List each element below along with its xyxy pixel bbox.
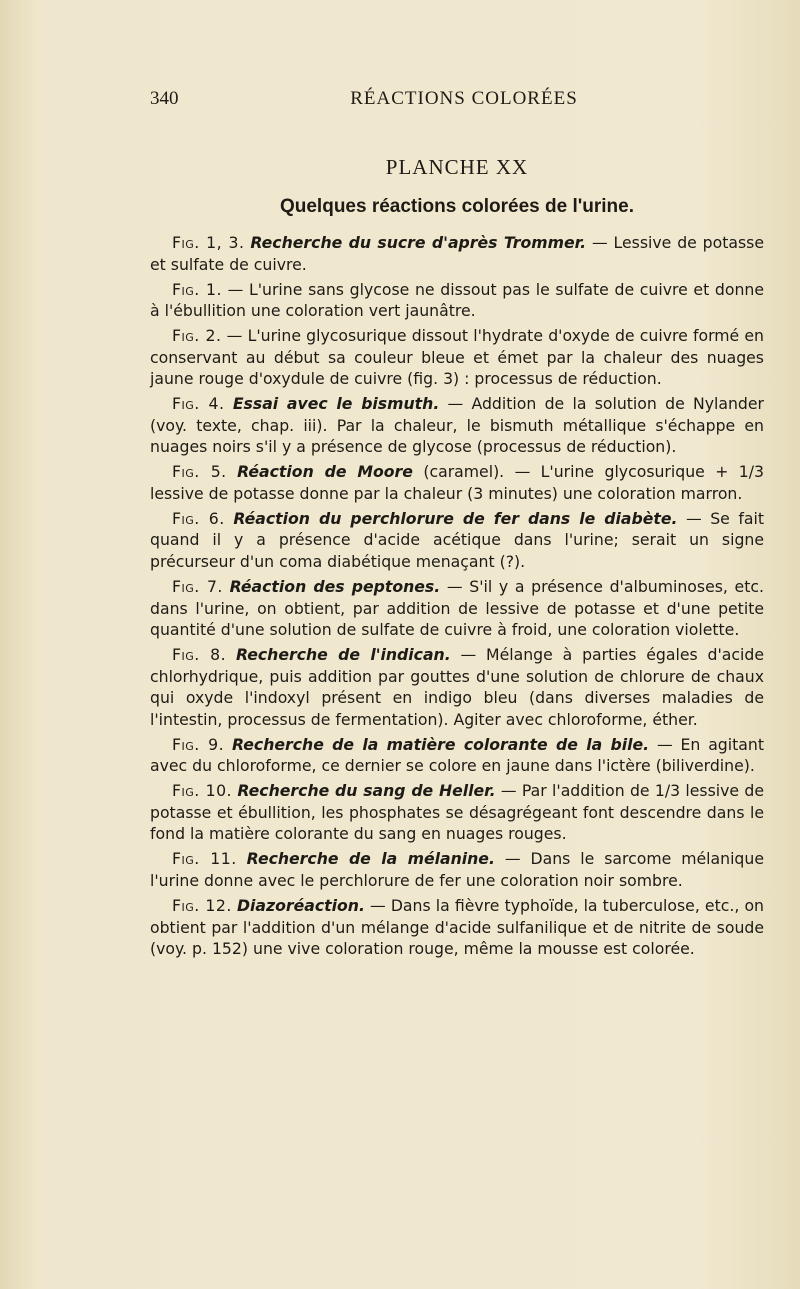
running-title: RÉACTIONS COLORÉES bbox=[350, 88, 578, 109]
figure-entry bbox=[150, 279, 764, 322]
plate-subtitle: Quelques réactions colorées de l'urine. bbox=[279, 196, 635, 217]
figure-label: Fig. 10. bbox=[172, 781, 233, 801]
figure-label: Fig. 2. bbox=[172, 326, 222, 346]
figure-label: Fig. 6. bbox=[172, 508, 225, 528]
figure-label: Fig. 1. bbox=[172, 279, 222, 299]
figure-entry bbox=[150, 325, 764, 390]
figure-entry bbox=[150, 461, 764, 504]
figure-label: Fig. 11. bbox=[172, 849, 237, 869]
figure-entry bbox=[150, 644, 764, 730]
figure-title: Recherche du sucre d'après Trommer. bbox=[250, 233, 587, 252]
figure-title: Réaction des peptones. bbox=[229, 577, 441, 597]
figure-description: — Par l'addition de 1/3 lessive de potasse et ébullition, les phosphates se désagrégeant font descendre dans le fond la matière colorante du sang en nuages rouges. bbox=[150, 781, 764, 844]
figure-label: Fig. 12. bbox=[172, 896, 232, 916]
figure-title: Recherche de l'indican. bbox=[235, 645, 451, 665]
running-head bbox=[150, 88, 764, 112]
figure-legend-list bbox=[150, 232, 764, 963]
figure-entry bbox=[150, 895, 764, 960]
figure-entry bbox=[150, 393, 764, 458]
figure-entry bbox=[150, 780, 764, 845]
figure-title: Essai avec le bismuth. bbox=[232, 394, 440, 414]
figure-description: — Se fait quand il y a présence d'acide acétique dans l'urine; serait un signe précurseur d'un coma diabétique menaçant (?). bbox=[150, 508, 764, 571]
figure-title: Recherche de la mélanine. bbox=[246, 849, 495, 869]
figure-entry bbox=[150, 848, 764, 891]
page-number: 340 bbox=[150, 88, 179, 109]
figure-label: Fig. 8. bbox=[172, 645, 227, 665]
figure-description: — L'urine sans glycose ne dissout pas le sulfate de cuivre et donne à l'ébullition une coloration vert jaunâtre. bbox=[150, 279, 765, 321]
figure-description: — Dans la fièvre typhoïde, la tuberculose, etc., on obtient par l'addition d'un mélange d'acide sulfanilique et de nitrite de soude (voy. p. 152) une vive coloration rouge, même la mousse est colorée. bbox=[150, 896, 764, 959]
figure-label: Fig. 9. bbox=[172, 734, 225, 754]
figure-description: (caramel). — L'urine glycosurique + 1/3 lessive de potasse donne par la chaleur (3 minutes) une coloration marron. bbox=[150, 462, 765, 503]
figure-title: Diazoréaction. bbox=[236, 896, 365, 916]
figure-label: Fig. 1, 3. bbox=[172, 233, 245, 252]
figure-description: — L'urine glycosurique dissout l'hydrate d'oxyde de cuivre formé en conservant au début sa couleur bleue et émet par la chaleur des nuages jaune rouge d'oxydule de cuivre (fig. 3) : processus de réduction. bbox=[150, 326, 764, 389]
figure-entry bbox=[150, 576, 764, 641]
figure-entry bbox=[150, 232, 764, 275]
figure-label: Fig. 7. bbox=[172, 577, 223, 597]
figure-entry bbox=[150, 508, 764, 573]
figure-title: Réaction de Moore bbox=[237, 462, 413, 482]
figure-description: — En agitant avec du chloroforme, ce dernier se colore en jaune dans l'ictère (biliverdine). bbox=[150, 734, 764, 776]
figure-entry bbox=[150, 734, 764, 777]
figure-description: — Dans le sarcome mélanique l'urine donne avec le perchlorure de fer une coloration noir sombre. bbox=[150, 849, 764, 890]
figure-description: — Mélange à parties égales d'acide chlorhydrique, puis addition par gouttes d'une solution de chlorure de chaux qui oxyde l'indoxyl présent en indigo bleu (dans diverses maladies de l'intestin, processus de fermentation). Agiter avec chloroforme, éther. bbox=[150, 645, 764, 729]
figure-label: Fig. 5. bbox=[172, 462, 227, 482]
figure-description: — Addition de la solution de Nylander (voy. texte, chap. iii). Par la chaleur, le bismuth métallique s'échappe en nuages noirs s'il y a présence de glycose (processus de réduction). bbox=[150, 394, 764, 457]
figure-title: Recherche du sang de Heller. bbox=[237, 781, 496, 801]
figure-title: Réaction du perchlorure de fer dans le diabète. bbox=[233, 508, 678, 528]
plate-title: PLANCHE XX bbox=[385, 155, 529, 179]
figure-description: — S'il y a présence d'albuminoses, etc. dans l'urine, on obtient, par addition de lessive de potasse et d'une petite quantité d'une solution de sulfate de cuivre à froid, une coloration violette. bbox=[150, 577, 764, 640]
figure-title: Recherche de la matière colorante de la bile. bbox=[231, 734, 650, 754]
figure-description: — Lessive de potasse et sulfate de cuivre. bbox=[150, 233, 764, 274]
figure-label: Fig. 4. bbox=[172, 394, 225, 414]
